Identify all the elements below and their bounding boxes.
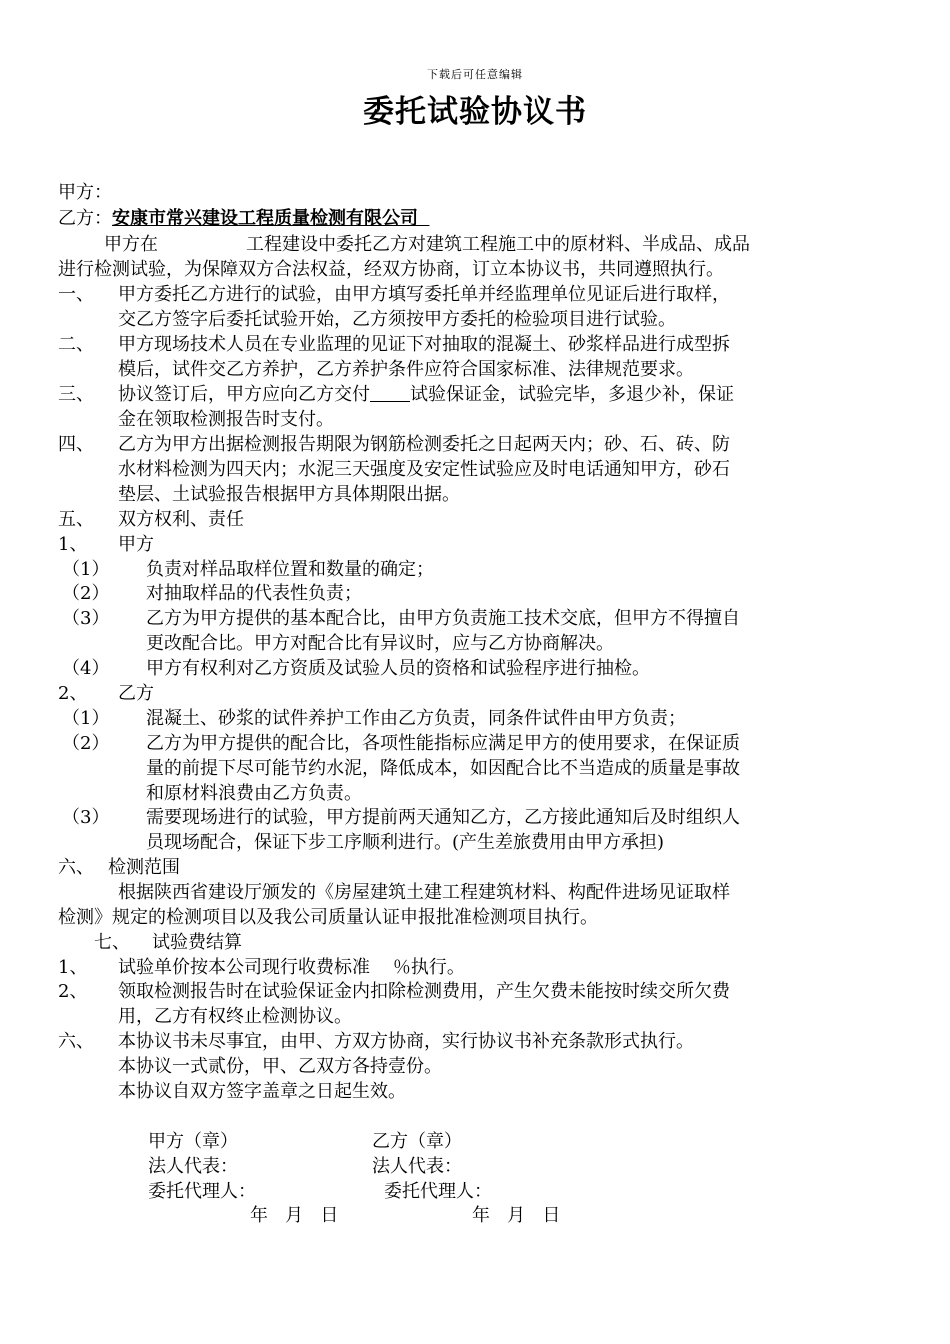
section-1-number: 一、 [58,284,94,305]
party-a-date: 年 月 日 [250,1205,339,1226]
section-1-line-1: 甲方委托乙方进行的试验，由甲方填写委托单并经监理单位见证后进行取样， [118,284,730,305]
party-b-duties-heading: 乙方 [118,683,154,704]
section-7-number: 七、 [94,932,130,953]
section-final-line-2: 本协议一式贰份，甲、乙双方各持壹份。 [118,1056,442,1077]
a1-text: 负责对样品取样位置和数量的确定； [146,559,434,580]
party-b-legal-rep: 法人代表： [372,1156,462,1177]
section-6-line-2: 检测》规定的检测项目以及我公司质量认证申报批准检测项目执行。 [58,907,598,928]
b2-line-1: 乙方为甲方提供的配合比，各项性能指标应满足甲方的使用要求，在保证质 [146,733,740,754]
a2-text: 对抽取样品的代表性负责； [146,583,362,604]
a2-number: （2） [62,583,110,604]
intro-line-2: 进行检测试验，为保障双方合法权益，经双方协商，订立本协议书，共同遵照执行。 [58,259,724,280]
b2-number: （2） [62,733,110,754]
intro-line-1: 甲方在 工程建设中委托乙方对建筑工程施工中的原材料、半成品、成品 [104,234,750,255]
b3-line-1: 需要现场进行的试验，甲方提前两天通知乙方，乙方接此通知后及时组织人 [146,807,740,828]
section-7-heading: 试验费结算 [152,932,242,953]
fee-2-line-1: 领取检测报告时在试验保证金内扣除检测费用，产生欠费未能按时续交所欠费 [118,981,730,1002]
party-b-date: 年 月 日 [472,1205,561,1226]
section-3-line-2: 金在领取检测报告时支付。 [118,409,334,430]
fee-2-number: 2、 [58,981,88,1002]
section-4-line-1: 乙方为甲方出据检测报告期限为钢筋检测委托之日起两天内；砂、石、砖、防 [118,434,730,455]
b1-number: （1） [62,708,110,729]
party-a-seal: 甲方（章） [148,1131,238,1152]
section-6-number: 六、 [58,857,94,878]
section-3-number: 三、 [58,384,94,405]
party-b-line [58,207,429,231]
a3-line-2: 更改配合比。甲方对配合比有异议时，应与乙方协商解决。 [146,633,614,654]
a1-number: （1） [62,559,110,580]
section-2-line-1: 甲方现场技术人员在专业监理的见证下对抽取的混凝土、砂浆样品进行成型拆 [118,334,730,355]
section-2-line-2: 模后，试件交乙方养护，乙方养护条件应符合国家标准、法律规范要求。 [118,359,694,380]
section-4-line-2: 水材料检测为四天内；水泥三天强度及安定性试验应及时电话通知甲方，砂石 [118,459,730,480]
party-b-name: 安康市常兴建设工程质量检测有限公司 [112,208,418,229]
b1-text: 混凝土、砂浆的试件养护工作由乙方负责，同条件试件由甲方负责； [146,708,686,729]
section-1-line-2: 交乙方签字后委托试验开始，乙方须按甲方委托的检验项目进行试验。 [118,309,676,330]
a3-line-1: 乙方为甲方提供的基本配合比，由甲方负责施工技术交底，但甲方不得擅自 [146,608,740,629]
document-title: 委托试验协议书 [363,94,587,130]
party-a-agent: 委托代理人： [148,1181,256,1202]
party-b-label: 乙方： [58,208,112,229]
party-a-duties-number: 1、 [58,534,88,555]
fee-1-number: 1、 [58,957,88,978]
party-b-agent: 委托代理人： [384,1181,492,1202]
deposit-amount-blank [370,383,410,402]
section-5-number: 五、 [58,509,94,530]
party-b-duties-number: 2、 [58,683,88,704]
a3-number: （3） [62,608,110,629]
section-5-heading: 双方权利、责任 [118,509,244,530]
party-a-label: 甲方： [58,182,112,203]
section-3-line-1: 协议签订后，甲方应向乙方交付 试验保证金，试验完毕，多退少补，保证 [118,384,734,405]
section-4-line-3: 垫层、土试验报告根据甲方具体期限出据。 [118,484,460,505]
section-2-number: 二、 [58,334,94,355]
b3-line-2: 员现场配合，保证下步工序顺利进行。(产生差旅费用由甲方承担) [146,832,665,853]
b2-line-2: 量的前提下尽可能节约水泥，降低成本，如因配合比不当造成的质量是事故 [146,758,740,779]
section-6-heading: 检测范围 [108,857,180,878]
party-a-legal-rep: 法人代表： [148,1156,238,1177]
section-final-line-1: 本协议书未尽事宜，由甲、方双方协商，实行协议书补充条款形式执行。 [118,1031,694,1052]
section-final-number: 六、 [58,1031,94,1052]
party-a-duties-heading: 甲方 [118,534,154,555]
section-6-line-1: 根据陕西省建设厅颁发的《房屋建筑土建工程建筑材料、构配件进场见证取样 [118,882,730,903]
fee-1-text: 试验单价按本公司现行收费标准 ％执行。 [118,957,465,978]
page-header: 下载后可任意编辑 [427,68,523,81]
fee-2-line-2: 用，乙方有权终止检测协议。 [118,1006,352,1027]
b3-number: （3） [62,807,110,828]
party-b-seal: 乙方（章） [372,1131,462,1152]
a4-number: （4） [62,658,110,679]
b2-line-3: 和原材料浪费由乙方负责。 [146,783,362,804]
section-final-line-3: 本协议自双方签字盖章之日起生效。 [118,1081,406,1102]
section-4-number: 四、 [58,434,94,455]
a4-text: 甲方有权利对乙方资质及试验人员的资格和试验程序进行抽检。 [146,658,650,679]
